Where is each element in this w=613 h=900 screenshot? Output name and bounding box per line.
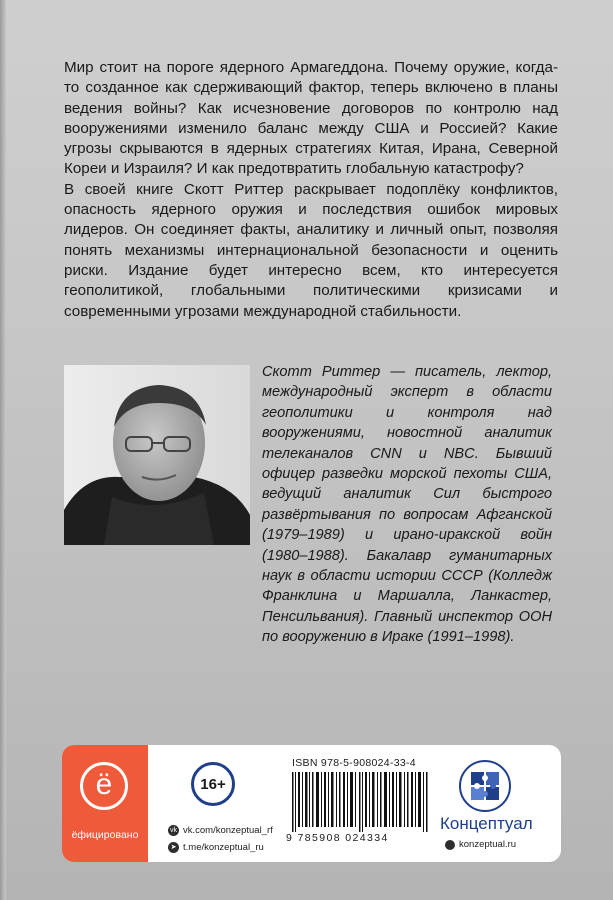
- isbn-barcode: [290, 772, 432, 832]
- vk-link[interactable]: [168, 825, 273, 836]
- author-bio-text: Скотт Риттер — писатель, лектор, международный эксперт в области геополитики и контроля над вооружениями, новостной аналитик телеканалов CNN и NBC. Бывший офицер разведки морской пехоты США, ведущий аналитик Сил быстрого развёртывания по вопросам Афганской (1979–1989) и ирано-иракской войн (1980–1988). Бакалавр гуманитарных наук в области истории СССР (Колледж Франклина и Маршалла, Ланкастер, Пенсильвания). Главный инспектор ООН по вооружению в Ираке (1991–1998).: [262, 364, 552, 646]
- publisher-site-link[interactable]: [445, 839, 516, 850]
- publisher-url: konzeptual.ru: [459, 839, 517, 850]
- yo-letter-icon: ё: [80, 762, 128, 810]
- publisher-name: Концептуал: [440, 814, 533, 833]
- yofication-label: ёфицировано: [71, 829, 139, 841]
- age-rating-badge: 16+: [191, 762, 235, 806]
- book-blurb: [64, 58, 558, 322]
- author-bio: [262, 362, 552, 648]
- telegram-url: t.me/konzeptual_ru: [183, 842, 264, 853]
- blurb-paragraph-2: В своей книге Скотт Риттер раскрывает подоплёку конфликтов, опасность ядерного оружия и последствия ошибок мировых лидеров. Он соединяет факты, аналитику и личный опыт, позволяя понять механизмы интернациональной безопасности и оценить риски. Издание будет интересно всем, кто интересуется геополитикой, глобальными политическими кризисами и современными угрозами международной стабильности.: [64, 180, 558, 320]
- isbn-text: ISBN 978-5-908024-33-4: [292, 757, 416, 769]
- back-cover-footer: [62, 745, 561, 862]
- cover-spine-edge: [0, 0, 6, 900]
- puzzle-logo-icon: [459, 760, 511, 812]
- yofication-badge: [62, 745, 148, 862]
- globe-icon: [445, 840, 455, 850]
- telegram-link[interactable]: [168, 842, 264, 853]
- author-photo: [64, 365, 250, 545]
- vk-icon: vk: [170, 827, 177, 834]
- barcode-number: 9 785908 024334: [286, 832, 389, 844]
- telegram-icon: ➤: [168, 842, 179, 853]
- vk-url: vk.com/konzeptual_rf: [183, 825, 273, 836]
- blurb-paragraph-1: Мир стоит на пороге ядерного Армагеддона. Почему оружие, когда-то созданное как сдерживающий фактор, теперь включено в планы ведения войны? Как исчезновение договоров по контролю над вооружениями изменило баланс между США и Россией? Какие угрозы скрываются в ядерных стратегиях Китая, Ирана, Северной Кореи и Израиля? И как предотвратить глобальную катастрофу?: [64, 59, 558, 178]
